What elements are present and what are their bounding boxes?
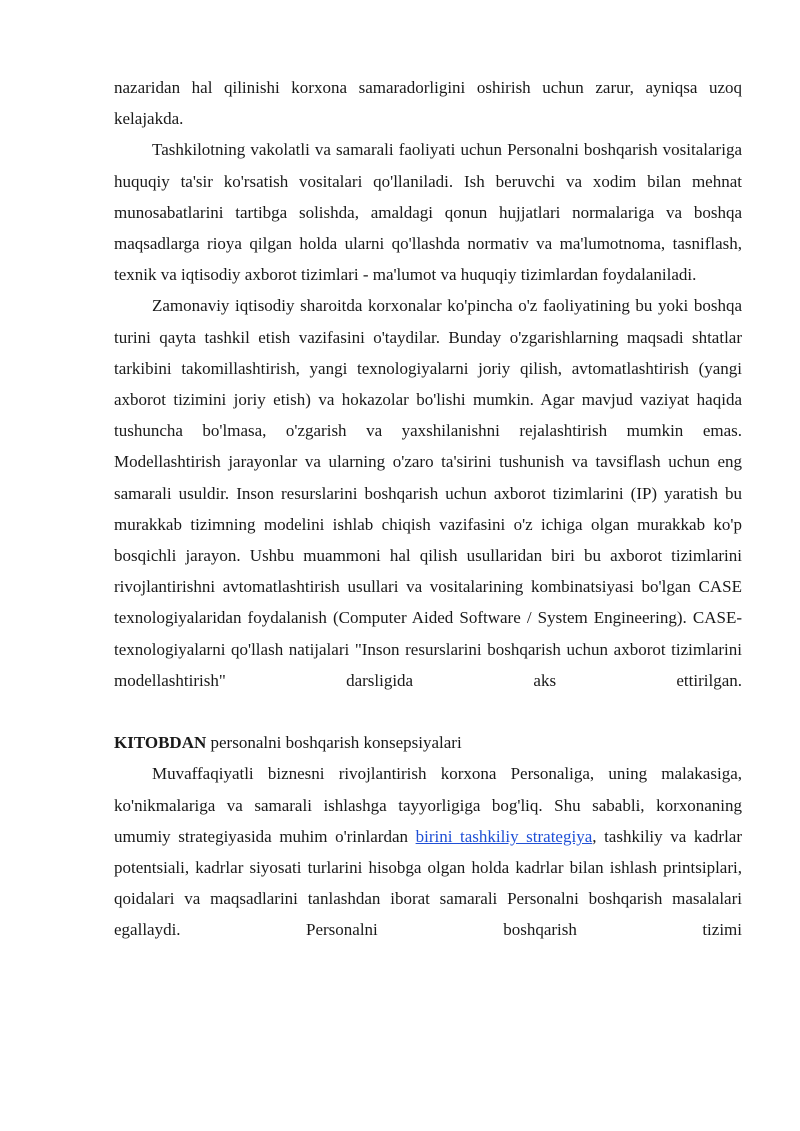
- strategy-link[interactable]: birini tashkiliy strategiya: [415, 826, 593, 846]
- paragraph-1: nazaridan hal qilinishi korxona samaradorligini oshirish uchun zarur, ayniqsa uzoq kelajakda.: [114, 78, 742, 129]
- paragraph-3: Zamonaviy iqtisodiy sharoitda korxonalar ko'pincha o'z faoliyatining bu yoki boshqa turini qayta tashkil etish vazifasini o'taydilar. Bunday o'zgarishlarning maqsadi shtatlar tarkibini takomillashtirish, yangi texnologiyalarni joriy qilish, avtomatlashtirish (yangi axborot tizimini joriy etish) va hokazolar bo'lishi mumkin. Agar mavjud vaziyat haqida tushuncha bo'lmasa, o'zgarish va yaxshilanishni rejalashtirish mumkin emas. Modellashtirish jarayonlar va ularning o'zaro ta'sirini tushunish va tavsiflash uchun eng samarali usuldir. Inson resurslarini boshqarish uchun axborot tizimlarini (IP) yaratish bu murakkab tizimning modelini ishlab chiqish vazifasini o'z ichiga olgan murakkab ko'p bosqichli jarayon. Ushbu muammoni hal qilish usullaridan biri bu axborot tizimlarini rivojlantirishni avtomatlashtirish usullari va vositalarining kombinatsiyasi bo'lgan CASE texnologiyalaridan foydalanish (Computer Aided Software / System Engineering). CASE-texnologiyalarni qo'llash natijalari "Inson resurslarini boshqarish uchun axborot tizimlarini modellashtirish" darsligida aks ettirilgan.: [114, 296, 742, 690]
- paragraph-4-text-end: , tashkiliy va kadrlar potentsiali, kadrlar siyosati turlarini hisobga olgan holda kadrlar bilan ishlash printsiplari, qoidalari va maqsadlarini tanlashdan iborat samarali Personalni boshqarish masalalari egallaydi. Personalni boshqarish tizimi: [114, 826, 743, 940]
- document-page: [114, 72, 742, 946]
- heading-text: personalni boshqarish konsepsiyalari: [206, 733, 462, 753]
- paragraph-4-text-start: Muvaffaqiyatli biznesni rivojlantirish korxona Personaliga, uning malakasiga, ko'nikmalariga va samarali ishlashga tayyorligiga bog'liq. Shu sababli, korxonaning umumiy strategiyasida muhim o'rinlardan: [114, 764, 742, 846]
- heading-bold-text: KITOBDAN: [114, 733, 207, 753]
- blank-line: [114, 696, 742, 727]
- section-heading: [114, 727, 742, 758]
- paragraph-4: [114, 758, 742, 945]
- paragraph-2: Tashkilotning vakolatli va samarali faoliyati uchun Personalni boshqarish vositalariga huquqiy ta'sir ko'rsatish vositalari qo'llaniladi. Ish beruvchi va xodim bilan mehnat munosabatlarini tartibga solishda, amaldagi qonun hujjatlari normalariga va boshqa maqsadlarga rioya qilgan holda ularni qo'llashda normativ va ma'lumotnoma, tasniflash, texnik va iqtisodiy axborot tizimlari - ma'lumot va huquqiy tizimlardan foydalaniladi.: [114, 140, 742, 285]
